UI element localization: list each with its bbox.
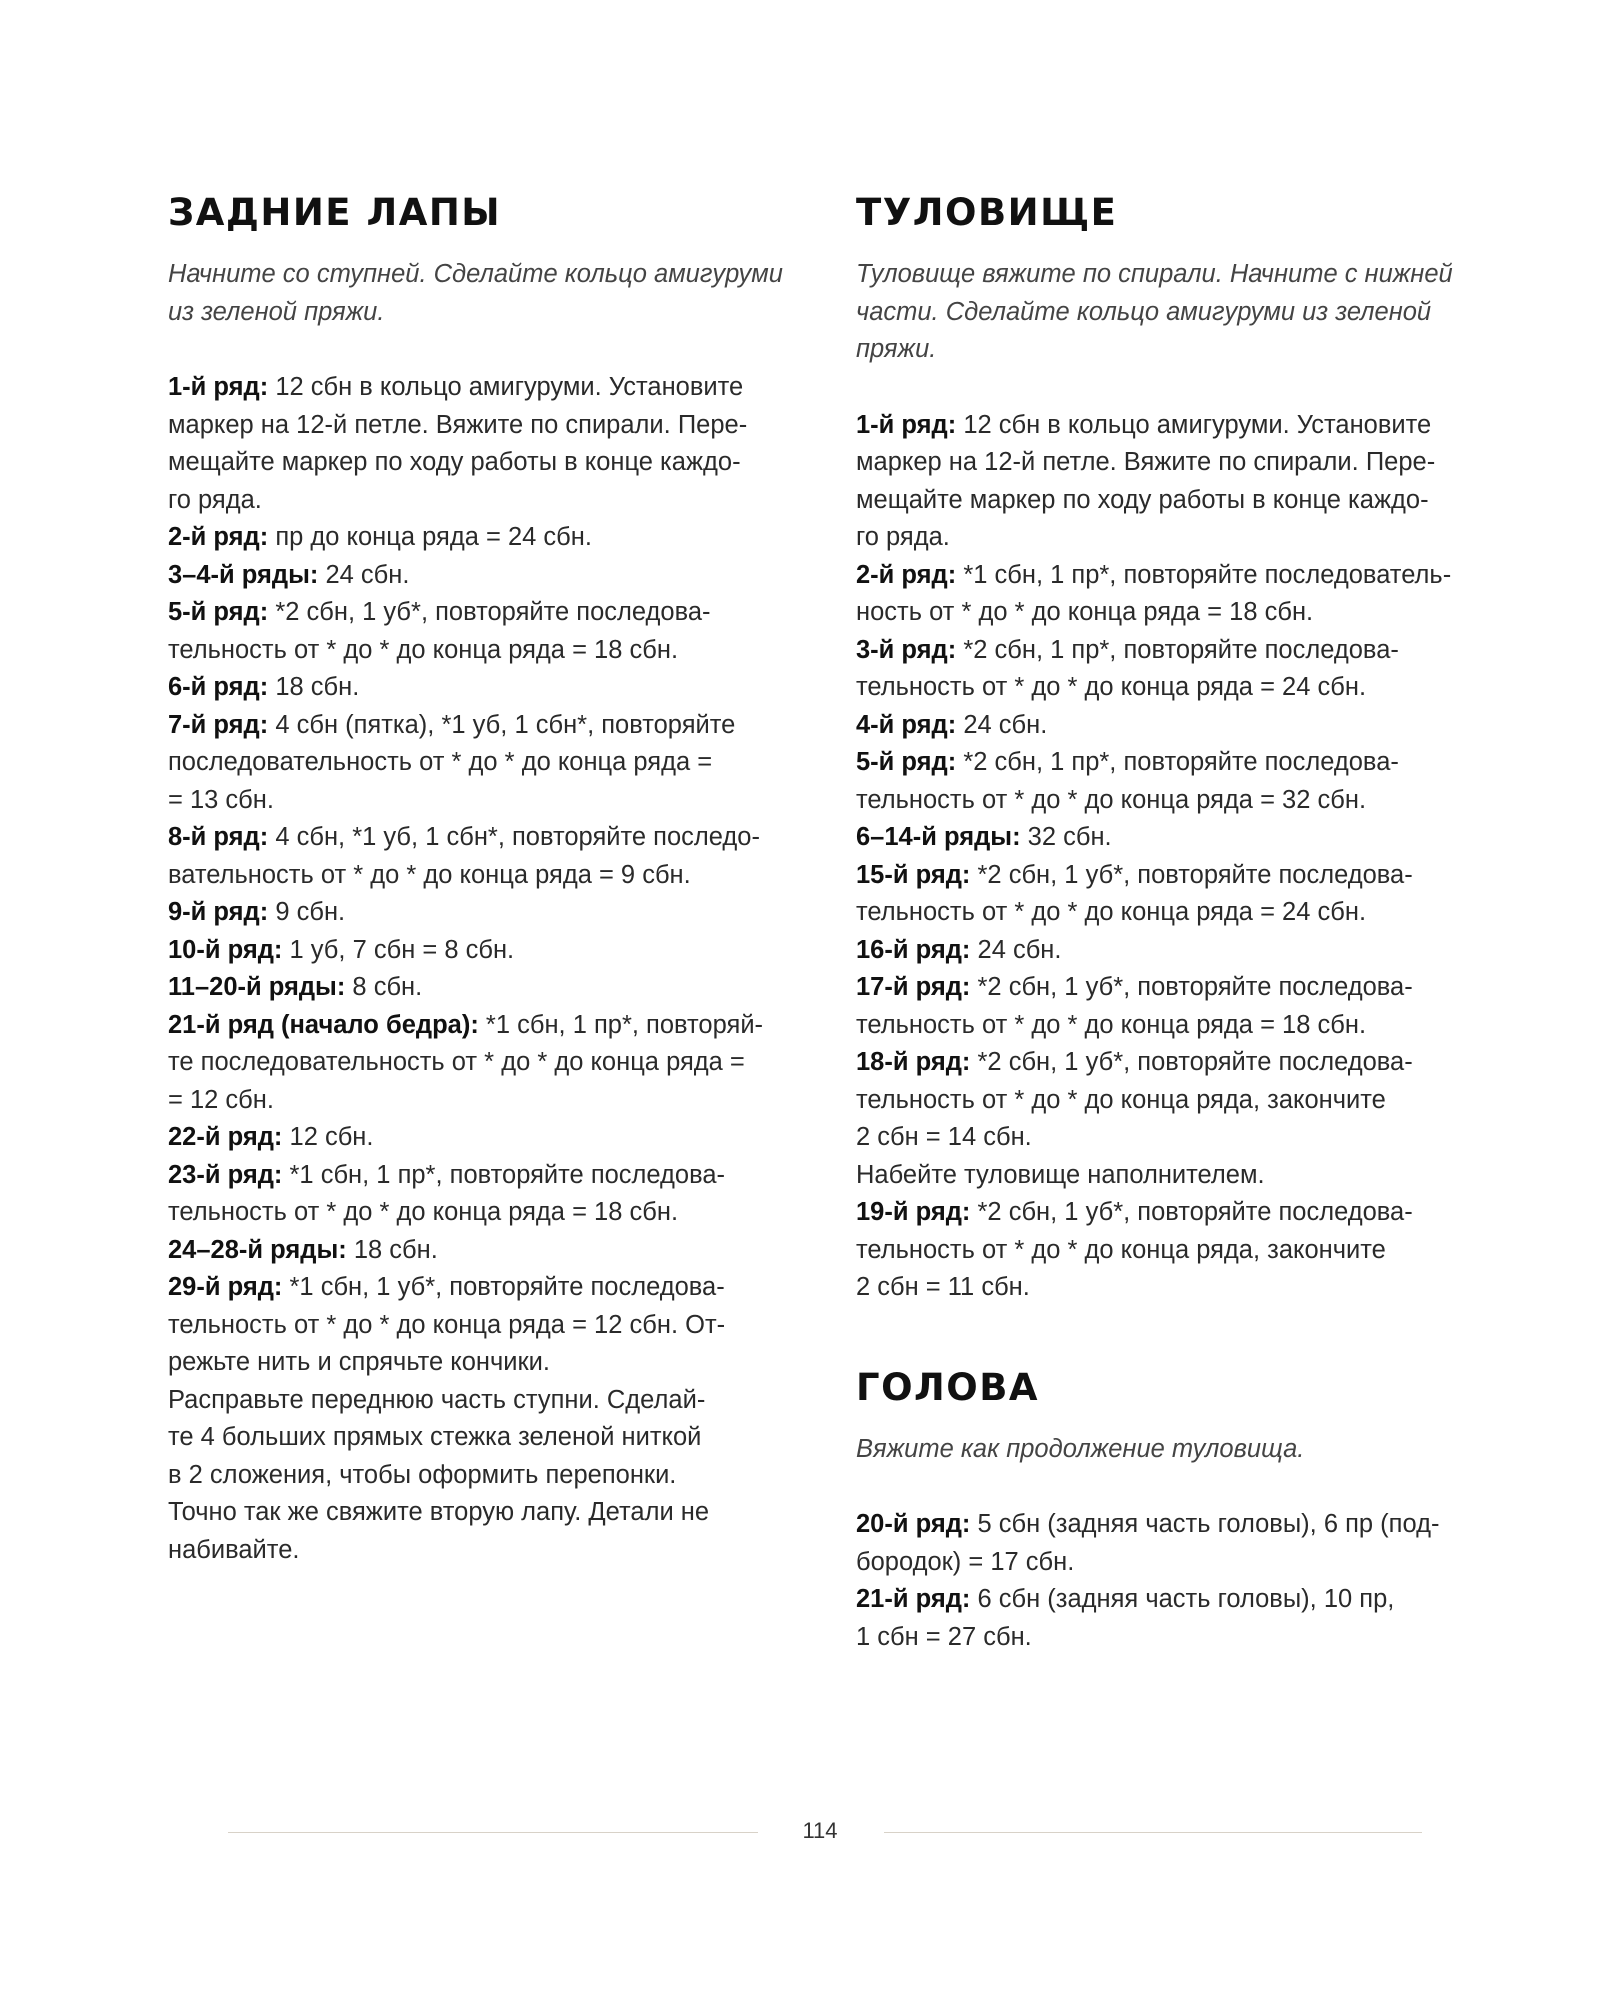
row-text: мещайте маркер по ходу работы в конце каждо- [168,448,741,476]
row-text: 6 сбн (задняя часть головы), 10 пр, [970,1585,1395,1613]
row-text: *1 сбн, 1 пр*, повторяй- [478,1010,764,1039]
instruction-line [168,594,818,632]
instruction-line [168,782,818,820]
instruction-line [168,1157,818,1195]
row-text: 18 сбн. [268,673,360,701]
row-text: 4 сбн, *1 уб, 1 сбн*, повторяйте последо- [268,823,760,851]
instruction-line [856,632,1506,670]
row-text: *2 сбн, 1 уб*, повторяйте последова- [970,973,1413,1001]
row-text: 32 сбн. [1020,823,1112,851]
instruction-line [168,557,818,595]
row-label: 16-й ряд: [856,935,971,964]
section-intro-body: Туловище вяжите по спирали. Начните с нижней части. Сделайте кольцо амигуруми из зеленой пряжи. [856,260,1453,363]
row-label: 21-й ряд: [856,1585,971,1613]
row-text: *2 сбн, 1 пр*, повторяйте последова- [956,748,1399,776]
instruction-list-body [856,407,1506,1307]
row-label: 10-й ряд: [168,935,283,964]
instruction-line [856,1157,1506,1195]
instruction-line [856,782,1506,820]
row-text: тельность от * до * до конца ряда = 12 сбн. От- [168,1310,726,1339]
instruction-line [168,1232,818,1270]
row-text: тельность от * до * до конца ряда, закончите [856,1235,1386,1264]
instruction-line [168,744,818,782]
row-text: *2 сбн, 1 пр*, повторяйте последова- [956,635,1399,664]
row-label: 20-й ряд: [856,1510,971,1538]
page-number: 114 [802,1818,838,1843]
row-label: 24–28-й ряды: [168,1235,347,1264]
row-label: 3–4-й ряды: [168,560,319,589]
instruction-line [168,932,818,970]
row-text: 9 сбн. [268,898,346,926]
instruction-line [168,1419,818,1457]
instruction-line [168,1194,818,1232]
instruction-line [168,819,818,857]
instruction-line [168,669,818,707]
row-text: *1 сбн, 1 пр*, повторяйте последователь- [956,560,1452,589]
instruction-line [856,407,1506,445]
instruction-line [856,1044,1506,1082]
section-heading-head: ГОЛОВА [856,1365,1040,1409]
row-text: 24 сбн. [970,935,1062,964]
row-text: *2 сбн, 1 уб*, повторяйте последова- [970,1198,1413,1226]
row-text: в 2 сложения, чтобы оформить перепонки. [168,1460,677,1489]
instruction-line [856,969,1506,1007]
instruction-line [168,969,818,1007]
instruction-line [168,1007,818,1045]
row-text: = 12 сбн. [168,1085,274,1114]
row-text: *1 сбн, 1 пр*, повторяйте последова- [282,1160,726,1189]
instruction-line [856,894,1506,932]
row-text: те 4 больших прямых стежка зеленой ниткой [168,1423,702,1451]
row-label: 5-й ряд: [856,748,957,776]
row-text: пр до конца ряда = 24 сбн. [268,523,592,551]
head-section [856,1365,1506,1657]
row-label: 1-й ряд: [168,373,269,401]
row-text: 18 сбн. [346,1235,438,1264]
instruction-line [168,707,818,745]
row-label: 6–14-й ряды: [856,823,1021,851]
row-label: 11–20-й ряды: [168,973,346,1001]
footer-rule-right [884,1832,1422,1833]
instruction-line [168,1457,818,1495]
row-label: 15-й ряд: [856,860,971,889]
row-text: 12 сбн в кольцо амигуруми. Установите [268,373,744,401]
row-text: тельность от * до * до конца ряда = 24 сбн. [856,673,1367,701]
row-label: 4-й ряд: [856,710,957,739]
row-text: 8 сбн. [345,973,423,1001]
row-label: 7-й ряд: [168,710,269,739]
instruction-line [168,1344,818,1382]
instruction-line [168,482,818,520]
instruction-line [856,1506,1506,1544]
row-text: тельность от * до * до конца ряда = 18 сбн. [856,1010,1367,1039]
row-label: 21-й ряд (начало бедра): [168,1010,479,1039]
footer-rule-left [228,1832,758,1833]
instruction-line [856,669,1506,707]
instruction-line [856,857,1506,895]
instruction-line [168,632,818,670]
row-text: го ряда. [856,523,950,551]
row-text: тельность от * до * до конца ряда = 18 сбн. [168,635,679,664]
instruction-line [168,407,818,445]
row-label: 6-й ряд: [168,673,269,701]
instruction-line [168,1044,818,1082]
instruction-list-hind-legs [168,369,818,1569]
row-text: 1 уб, 7 сбн = 8 сбн. [282,935,515,964]
instruction-line [856,707,1506,745]
row-text: го ряда. [168,485,262,514]
instruction-line [856,1269,1506,1307]
row-text: Расправьте переднюю часть ступни. Сделай- [168,1385,706,1414]
row-text: режьте нить и спрячьте кончики. [168,1348,551,1376]
instruction-line [856,932,1506,970]
row-text: 4 сбн (пятка), *1 уб, 1 сбн*, повторяйте [268,710,736,739]
instruction-line [168,519,818,557]
row-text: 12 сбн в кольцо амигуруми. Установите [956,410,1432,439]
row-text: бородок) = 17 сбн. [856,1547,1075,1576]
instruction-line [168,857,818,895]
instruction-line [856,819,1506,857]
row-label: 22-й ряд: [168,1123,283,1151]
instruction-line [856,1119,1506,1157]
instruction-line [168,1494,818,1532]
row-label: 1-й ряд: [856,410,957,439]
instruction-line [856,1581,1506,1619]
row-label: 8-й ряд: [168,823,269,851]
section-heading-hind-legs: ЗАДНИЕ ЛАПЫ [168,191,502,234]
row-text: *2 сбн, 1 уб*, повторяйте последова- [970,860,1413,889]
instruction-line [168,1532,818,1570]
row-text: последовательность от * до * до конца ряда = [168,748,713,776]
row-label: 29-й ряд: [168,1273,283,1301]
page-footer [0,1812,1620,1852]
row-text: 12 сбн. [282,1123,374,1151]
instruction-line [856,1194,1506,1232]
row-label: 2-й ряд: [168,523,269,551]
instruction-line [168,1382,818,1420]
row-text: *2 сбн, 1 уб*, повторяйте последова- [970,1048,1413,1076]
row-text: маркер на 12-й петле. Вяжите по спирали. Пере- [168,410,748,439]
instruction-line [168,369,818,407]
row-text: 5 сбн (задняя часть головы), 6 пр (под- [970,1510,1440,1538]
row-text: Набейте туловище наполнителем. [856,1160,1265,1189]
left-column [168,190,818,1569]
instruction-line [168,894,818,932]
row-label: 9-й ряд: [168,898,269,926]
row-text: тельность от * до * до конца ряда = 24 сбн. [856,898,1367,926]
row-label: 3-й ряд: [856,635,957,664]
row-text: маркер на 12-й петле. Вяжите по спирали. Пере- [856,448,1436,476]
instruction-line [856,482,1506,520]
row-text: 24 сбн. [956,710,1048,739]
row-text: набивайте. [168,1535,300,1564]
section-intro-hind-legs: Начните со ступней. Сделайте кольцо амигуруми из зеленой пряжи. [168,260,783,326]
row-text: 2 сбн = 14 сбн. [856,1123,1032,1151]
instruction-line [168,1082,818,1120]
instruction-line [856,1619,1506,1657]
row-text: мещайте маркер по ходу работы в конце каждо- [856,485,1429,514]
instruction-line [856,444,1506,482]
row-label: 17-й ряд: [856,973,971,1001]
row-text: вательность от * до * до конца ряда = 9 сбн. [168,860,691,889]
row-text: *1 сбн, 1 уб*, повторяйте последова- [282,1273,725,1301]
instruction-line [168,1269,818,1307]
row-text: тельность от * до * до конца ряда = 32 сбн. [856,785,1367,814]
instruction-line [168,444,818,482]
instruction-line [856,744,1506,782]
row-text: = 13 сбн. [168,785,274,814]
instruction-line [856,594,1506,632]
row-label: 2-й ряд: [856,560,957,589]
instruction-list-head [856,1506,1506,1656]
row-text: *2 сбн, 1 уб*, повторяйте последова- [268,598,711,626]
row-label: 18-й ряд: [856,1048,971,1076]
instruction-line [856,1232,1506,1270]
instruction-line [856,519,1506,557]
instruction-line [856,1007,1506,1045]
row-text: Точно так же свяжите вторую лапу. Детали не [168,1498,710,1526]
row-text: тельность от * до * до конца ряда = 18 сбн. [168,1198,679,1226]
instruction-line [856,1544,1506,1582]
right-column [856,190,1506,1656]
row-text: тельность от * до * до конца ряда, закончите [856,1085,1386,1114]
instruction-line [168,1119,818,1157]
section-intro-head: Вяжите как продолжение туловища. [856,1434,1305,1463]
row-text: 1 сбн = 27 сбн. [856,1622,1032,1651]
row-label: 5-й ряд: [168,598,269,626]
row-text: те последовательность от * до * до конца ряда = [168,1048,745,1076]
row-text: 2 сбн = 11 сбн. [856,1273,1030,1301]
row-text: 24 сбн. [318,560,410,589]
row-label: 23-й ряд: [168,1160,283,1189]
instruction-line [856,557,1506,595]
section-heading-body: ТУЛОВИЩЕ [856,191,1118,234]
row-text: ность от * до * до конца ряда = 18 сбн. [856,598,1314,626]
row-label: 19-й ряд: [856,1198,971,1226]
instruction-line [856,1082,1506,1120]
instruction-line [168,1307,818,1345]
